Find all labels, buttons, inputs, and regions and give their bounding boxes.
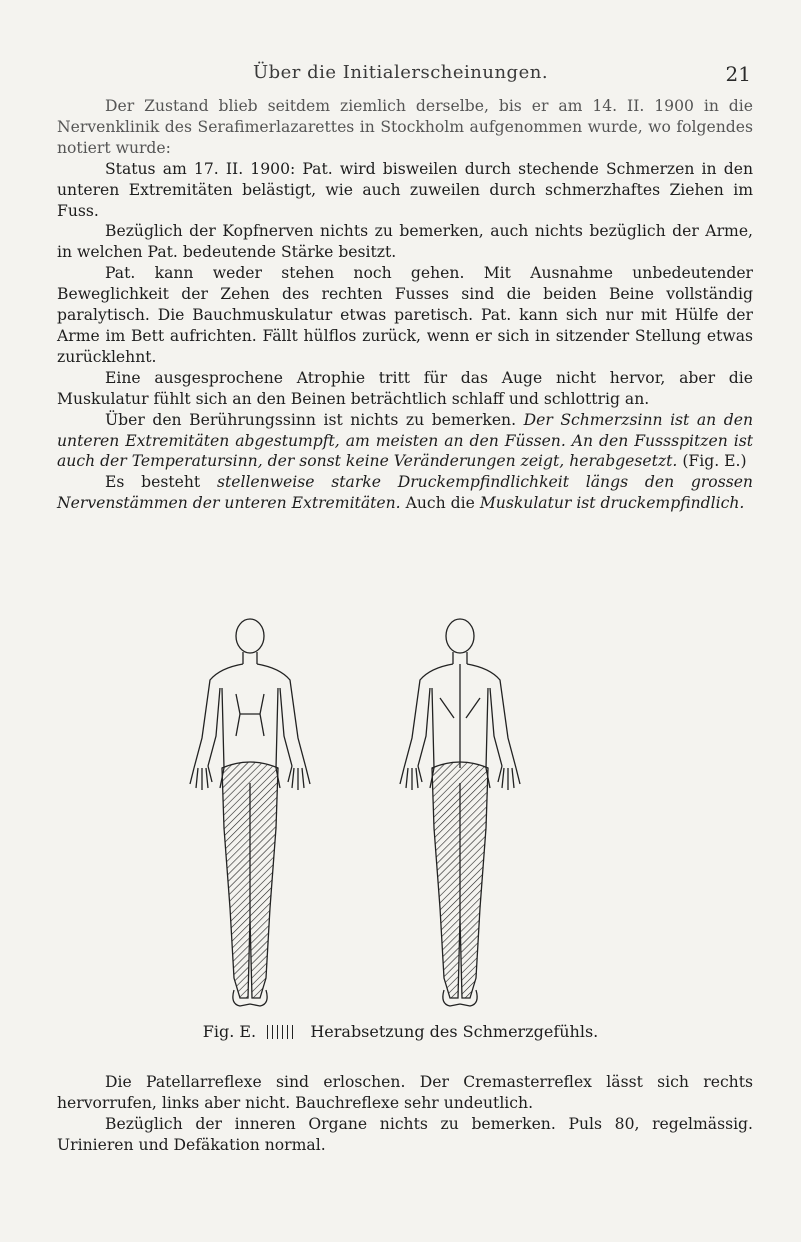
front-head <box>236 619 264 653</box>
back-spine-lines <box>440 664 480 768</box>
front-left-hand <box>190 766 212 790</box>
back-right-hand <box>498 766 520 790</box>
front-right-hand <box>288 766 310 790</box>
hatch-legend-swatch <box>267 1025 295 1039</box>
paragraph-9: Bezüglich der inneren Organe nichts zu bemerken. Puls 80, regelmässig. Urinieren und Defäkation normal. <box>57 1114 753 1154</box>
front-shoulders-arms-outer <box>194 664 306 768</box>
running-title: Über die Initialerscheinungen. <box>252 62 549 83</box>
paragraph-5: Eine ausgesprochene Atrophie tritt für das Auge nicht hervor, aber die Muskulatur fühlt sich an den Beinen beträchtlich schlaff und schlottrig an. <box>57 368 753 408</box>
body-text <box>57 96 753 514</box>
p7-italic-2: Muskulatur ist druckempfindlich. <box>479 494 745 513</box>
front-neck <box>243 652 257 664</box>
p7-start: Es besteht <box>105 473 201 492</box>
back-head <box>446 619 474 653</box>
paragraph-2: Status am 17. II. 1900: Pat. wird bisweilen durch stechende Schmerzen in den unteren Extremitäten belästigt, wie auch zuweilen durch schmerzhaftes Ziehen im Fuss. <box>57 159 753 220</box>
page-number: 21 <box>725 62 751 86</box>
figure-body-diagram <box>180 618 620 1013</box>
caption-label: Fig. E. <box>202 1022 257 1041</box>
p6-italic: Der Schmerzsinn ist an den unteren Extremitäten abgestumpft, am meisten an den Füssen. An den Fussspitzen ist auch der Temperatursinn, der sonst keine Veränderungen zeigt, herabgesetzt. <box>57 410 753 471</box>
p6-end: (Fig. E.) <box>682 452 747 471</box>
figure-caption <box>0 1022 801 1041</box>
page-header <box>0 62 801 88</box>
caption-legend-text: Herabsetzung des Schmerzgefühls. <box>310 1022 599 1041</box>
p7-italic-1: stellenweise starke Druckempfindlichkeit längs den grossen Nervenstämmen der unteren Extremitäten. <box>57 473 753 513</box>
paragraph-6 <box>57 410 753 473</box>
body-text-2 <box>57 1072 753 1156</box>
back-left-hand <box>400 766 422 790</box>
paragraph-7 <box>57 472 753 514</box>
p7-mid: Auch die <box>405 494 475 513</box>
front-arms-inner <box>208 688 292 766</box>
paragraph-3: Bezüglich der Kopfnerven nichts zu bemerken, auch nichts bezüglich der Arme, in welchen Pat. bedeutende Stärke besitzt. <box>57 222 753 262</box>
paragraph-4: Pat. kann weder stehen noch gehen. Mit Ausnahme unbedeutender Beweglichkeit der Zehen des rechten Fusses sind die beiden Beine vollständig paralytisch. Die Bauchmuskulatur etwas paretisch. Pat. kann sich nur mit Hülfe der Arme im Bett aufrichten. Fällt hülflos zurück, wenn er sich in sitzender Stellung etwas zurücklehnt. <box>57 264 753 366</box>
body-diagram-svg <box>180 618 620 1013</box>
front-chest-lines <box>236 694 264 736</box>
back-neck <box>453 652 467 664</box>
paragraph-8: Die Patellarreflexe sind erloschen. Der Cremasterreflex lässt sich rechts hervorrufen, links aber nicht. Bauchreflexe sehr undeutlich. <box>57 1073 753 1112</box>
paragraph-1: Der Zustand blieb seitdem ziemlich derselbe, bis er am 14. II. 1900 in die Nervenklinik des Serafimerlazarettes in Stockholm aufgenommen wurde, wo folgendes notiert wurde: <box>57 97 753 157</box>
p6-start: Über den Berührungssinn ist nichts zu bemerken. <box>105 410 517 429</box>
